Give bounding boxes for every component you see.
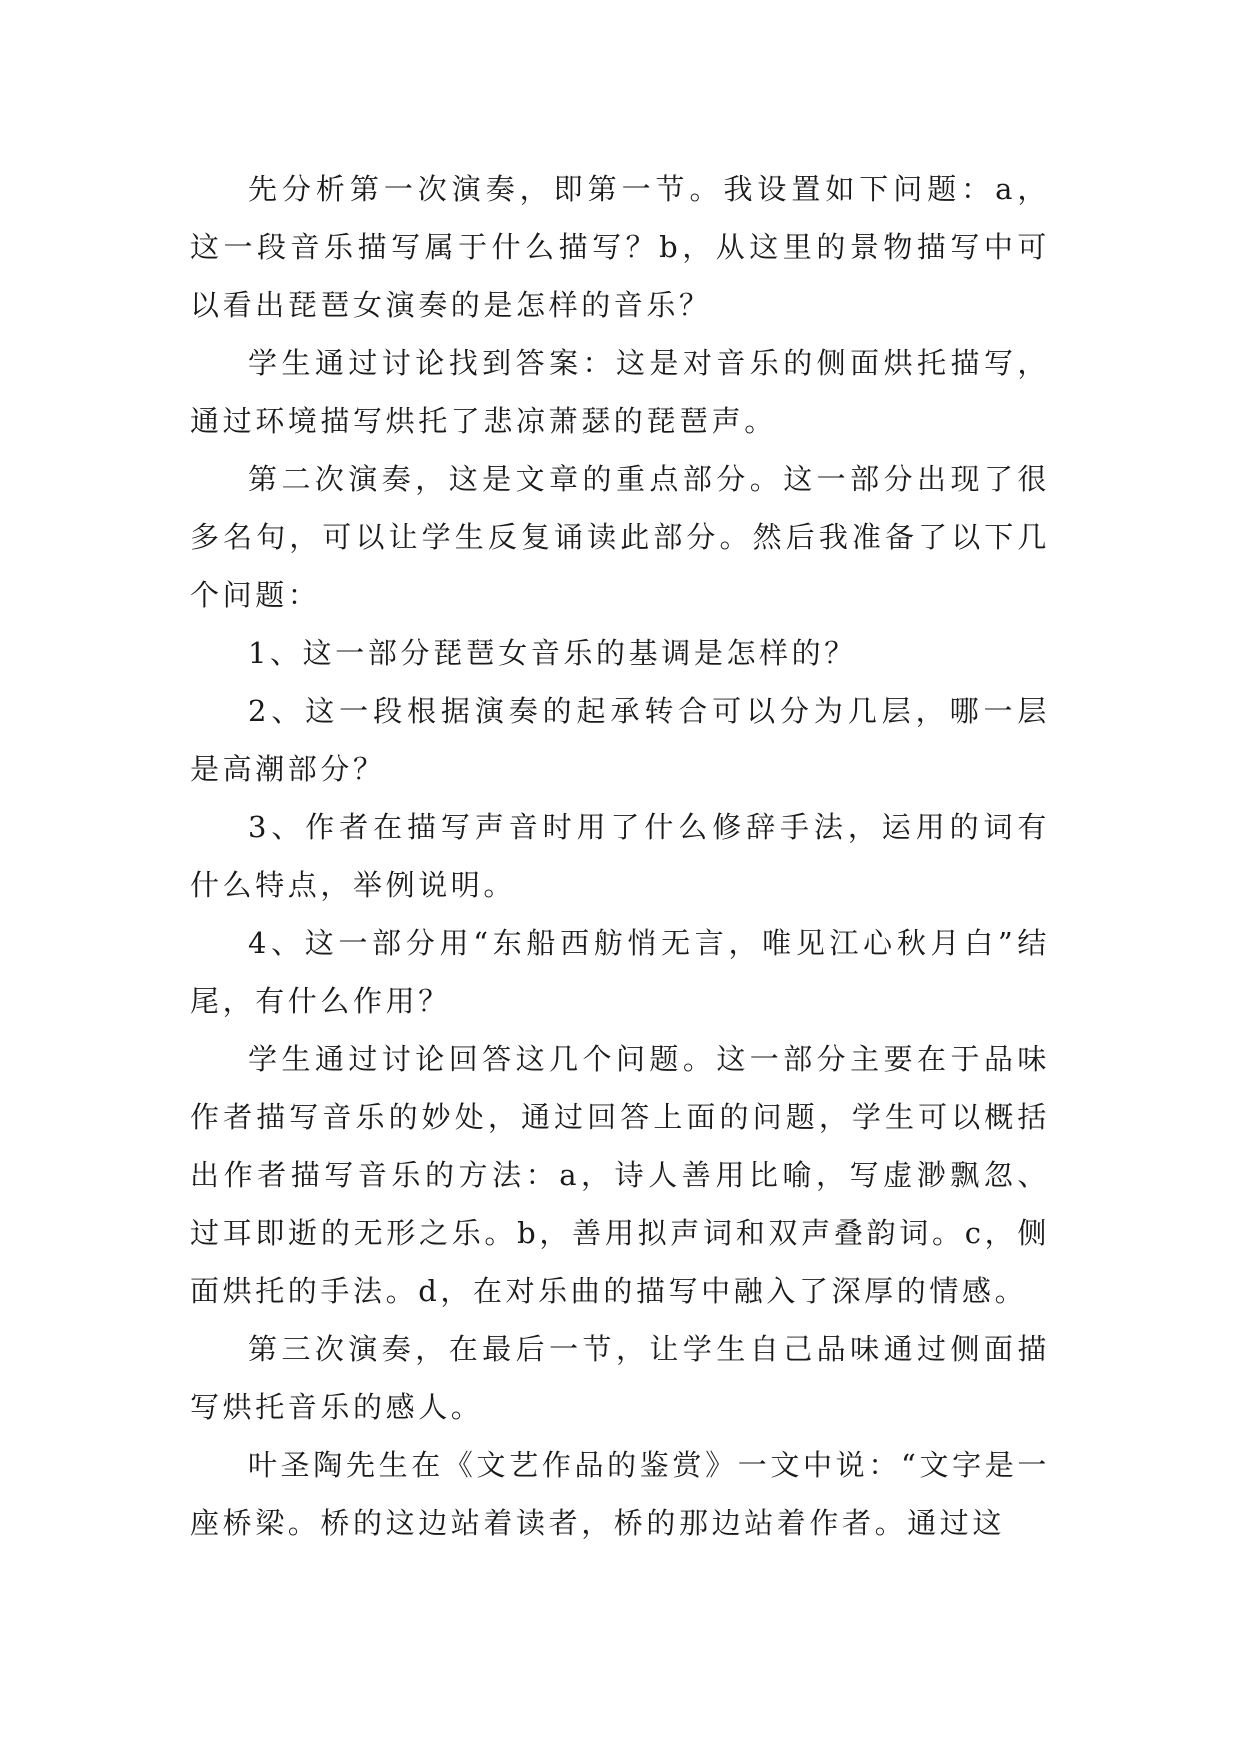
- paragraph: 2、这一段根据演奏的起承转合可以分为几层，哪一层是高潮部分？: [190, 694, 1050, 786]
- paragraph: 3、作者在描写声音时用了什么修辞手法，运用的词有什么特点，举例说明。: [190, 810, 1050, 902]
- paragraph: 学生通过讨论回答这几个问题。这一部分主要在于品味作者描写音乐的妙处，通过回答上面的问题，学生可以概括出作者描写音乐的方法：a，诗人善用比喻，写虚渺飘忽、过耳即逝的无形之乐。b，善用拟声词和双声叠韵词。c，侧面烘托的手法。d，在对乐曲的描写中融入了深厚的情感。: [190, 1042, 1050, 1308]
- paragraph: 学生通过讨论找到答案：这是对音乐的侧面烘托描写，通过环境描写烘托了悲凉萧瑟的琵琶声。: [190, 346, 1050, 438]
- paragraph: 叶圣陶先生在《文艺作品的鉴赏》一文中说：“文字是一座桥梁。桥的这边站着读者，桥的那边站着作者。通过这: [190, 1448, 1050, 1540]
- paragraph: 4、这一部分用“东船西舫悄无言，唯见江心秋月白”结尾，有什么作用？: [190, 926, 1050, 1018]
- paragraph: 1、这一部分琵琶女音乐的基调是怎样的？: [248, 636, 857, 670]
- paragraph: 第三次演奏，在最后一节，让学生自己品味通过侧面描写烘托音乐的感人。: [190, 1332, 1050, 1424]
- document-body: [190, 160, 1050, 1552]
- paragraph: 第二次演奏，这是文章的重点部分。这一部分出现了很多名句，可以让学生反复诵读此部分。然后我准备了以下几个问题：: [190, 462, 1050, 612]
- paragraph: 先分析第一次演奏，即第一节。我设置如下问题：a，这一段音乐描写属于什么描写？b，从这里的景物描写中可以看出琵琶女演奏的是怎样的音乐？: [190, 172, 1050, 322]
